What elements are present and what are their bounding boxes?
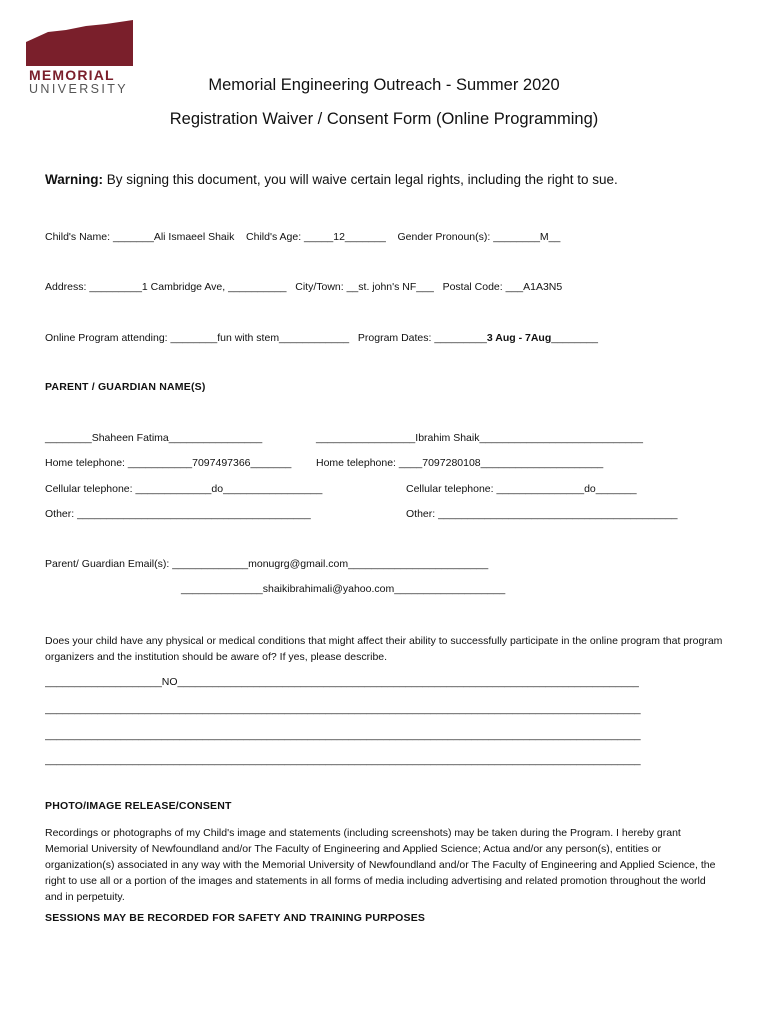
sessions-recorded-notice: SESSIONS MAY BE RECORDED FOR SAFETY AND TRAINING PURPOSES <box>45 912 426 924</box>
warning-text: By signing this document, you will waive certain legal rights, including the right to sue. <box>103 172 618 187</box>
photo-consent-text: Recordings or photographs of my Child's image and statements (including screenshots) may be taken during the Program. I hereby grant Memorial University of Newfoundland and/or The Faculty of Engineering and Applied Science; Actua and/or any person(s), entities or organization(s) associated in any way with the Memorial University of Newfoundland and/or The Faculty of Engineering and Applied Science, the right to use all or a portion of the images and statements in all forms of media including advertising and related promotion throughout the world and in perpetuity. <box>45 827 716 903</box>
photo-heading: PHOTO/IMAGE RELEASE/CONSENT <box>45 800 232 812</box>
logo-text-memorial: MEMORIAL <box>29 67 115 83</box>
guardian-other-1: Other: ________________________________________ <box>45 508 311 520</box>
guardian-other-2: Other: _________________________________________ <box>406 508 678 520</box>
guardian-home-phone-2: Home telephone: ____7097280108_____________________ <box>316 457 604 469</box>
guardian-email-1: Parent/ Guardian Email(s): _____________monugrg@gmail.com________________________ <box>45 558 489 570</box>
logo-banner-icon <box>26 20 134 66</box>
page-subtitle: Registration Waiver / Consent Form (Online Programming) <box>169 110 599 128</box>
guardian-home-phone-1: Home telephone: ___________7097497366_______ <box>45 457 292 469</box>
child-info-line: Child's Name: _______Ali Ismaeel Shaik Child's Age: _____12_______ Gender Pronoun(s): ________M__ <box>45 231 561 243</box>
program-attending: Online Program attending: ________fun with stem____________ Program Dates: _________ <box>45 332 487 344</box>
medical-blank-line-1: ______________________________________________________________________________________________________ <box>45 703 641 715</box>
medical-question: Does your child have any physical or medical conditions that might affect their ability to successfully participate in the online program that program organizers and the institution should be aware of? If yes, please describe. <box>45 635 723 663</box>
warning-statement <box>45 172 618 187</box>
guardian-name-1: ________Shaheen Fatima________________ <box>45 432 263 444</box>
program-dates-tail: ________ <box>551 332 598 344</box>
program-dates: 3 Aug - 7Aug <box>486 332 552 344</box>
program-line <box>45 332 598 344</box>
medical-blank-line-2: ______________________________________________________________________________________________________ <box>45 729 641 741</box>
logo-text-university: UNIVERSITY <box>29 82 129 96</box>
guardian-email-2: ______________shaikibrahimali@yahoo.com___________________ <box>181 583 506 595</box>
page-title: Memorial Engineering Outreach - Summer 2020 <box>208 76 560 94</box>
medical-blank-line-3: ______________________________________________________________________________________________________ <box>45 754 641 766</box>
guardian-cell-phone-1: Cellular telephone: _____________do_________________ <box>45 483 323 495</box>
medical-answer: ____________________NO_______________________________________________________________________________ <box>45 676 639 688</box>
warning-label: Warning: <box>45 172 103 187</box>
guardian-name-2: _________________Ibrahim Shaik____________________________ <box>316 432 643 444</box>
guardian-cell-phone-2: Cellular telephone: _______________do_______ <box>406 483 637 495</box>
guardian-heading: PARENT / GUARDIAN NAME(S) <box>45 381 206 393</box>
address-line: Address: _________1 Cambridge Ave, __________ City/Town: __st. john's NF___ Postal Code: ___A1A3N5 <box>45 281 563 293</box>
